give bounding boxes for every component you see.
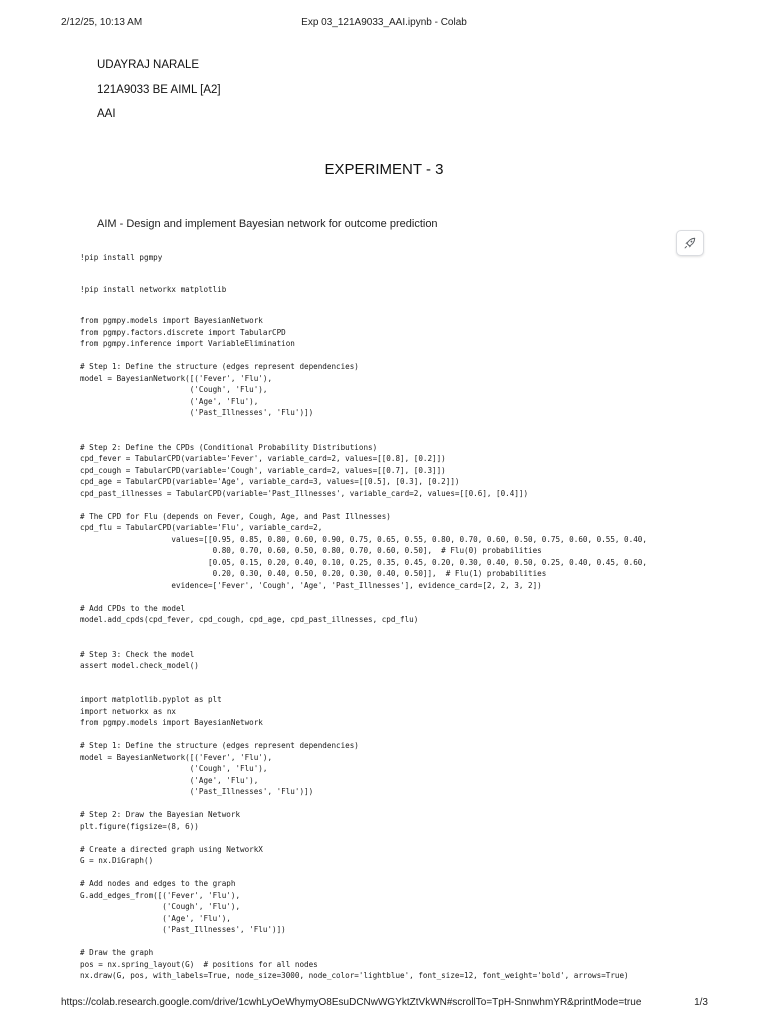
code-line bbox=[80, 637, 728, 649]
code-line: # Step 2: Define the CPDs (Conditional Probability Distributions) bbox=[80, 442, 378, 452]
code-line: model.add_cpds(cpd_fever, cpd_cough, cpd_age, cpd_past_illnesses, cpd_flu) bbox=[80, 615, 419, 624]
code-line: ('Past_Illnesses', 'Flu')]) bbox=[80, 787, 314, 796]
code-line bbox=[80, 626, 728, 638]
code-line bbox=[80, 729, 728, 741]
code-line: cpd_flu = TabularCPD(variable='Flu', variable_card=2, bbox=[80, 523, 323, 532]
code-line: import networkx as nx bbox=[80, 706, 177, 716]
code-line bbox=[80, 936, 728, 948]
code-cell-bayesian-model[interactable] bbox=[80, 315, 728, 672]
code-line: # Add CPDs to the model bbox=[80, 603, 186, 613]
roll-number: 121A9033 BE AIML [A2] bbox=[97, 84, 221, 96]
subject-label: AAI bbox=[97, 108, 116, 120]
code-line: plt.figure(figsize=(8, 6)) bbox=[80, 821, 199, 831]
code-line: G = nx.DiGraph() bbox=[80, 856, 154, 865]
code-line: 0.80, 0.70, 0.60, 0.50, 0.80, 0.70, 0.60, 0.50], # Flu(0) probabilities bbox=[80, 546, 542, 555]
code-line: from pgmpy.inference import VariableElimination bbox=[80, 339, 295, 348]
code-cell-draw-network[interactable] bbox=[80, 694, 728, 982]
code-line: cpd_cough = TabularCPD(variable='Cough', variable_card=2, values=[[0.7], [0.3]]) bbox=[80, 465, 446, 475]
code-line: from pgmpy.models import BayesianNetwork bbox=[80, 718, 263, 727]
code-line: model = BayesianNetwork([('Fever', 'Flu'), bbox=[80, 752, 273, 762]
code-line: cpd_fever = TabularCPD(variable='Fever', variable_card=2, values=[[0.8], [0.2]]) bbox=[80, 454, 446, 463]
aim-statement: AIM - Design and implement Bayesian network for outcome prediction bbox=[97, 218, 438, 230]
code-line bbox=[80, 798, 728, 810]
code-line: [0.05, 0.15, 0.20, 0.40, 0.10, 0.25, 0.35, 0.45, 0.20, 0.30, 0.40, 0.50, 0.25, 0.40, 0.45, 0.60, bbox=[80, 557, 647, 567]
code-line bbox=[80, 430, 728, 442]
code-cell-pip-networkx[interactable] bbox=[80, 284, 728, 296]
code-line: from pgmpy.factors.discrete import TabularCPD bbox=[80, 327, 286, 337]
print-datetime: 2/12/25, 10:13 AM bbox=[61, 17, 143, 28]
code-line: # Step 3: Check the model bbox=[80, 649, 195, 659]
code-line: evidence=['Fever', 'Cough', 'Age', 'Past_Illnesses'], evidence_card=[2, 2, 3, 2]) bbox=[80, 580, 542, 590]
code-line: ('Cough', 'Flu'), bbox=[80, 385, 268, 394]
page-number: 1/3 bbox=[694, 997, 708, 1008]
code-line: nx.draw(G, pos, with_labels=True, node_size=3000, node_color='lightblue', font_size=12, font_weight='bold', arrows=True) bbox=[80, 971, 629, 980]
code-line: ('Past_Illnesses', 'Flu')]) bbox=[80, 408, 314, 417]
code-cell-pip-pgmpy[interactable] bbox=[80, 252, 728, 264]
code-line: cpd_past_illnesses = TabularCPD(variable='Past_Illnesses', variable_card=2, values=[[0.6], [0.4]]) bbox=[80, 488, 529, 498]
code-line: ('Cough', 'Flu'), bbox=[80, 902, 241, 911]
code-line: # Step 1: Define the structure (edges represent dependencies) bbox=[80, 362, 359, 371]
code-line: ('Cough', 'Flu'), bbox=[80, 764, 268, 773]
student-name: UDAYRAJ NARALE bbox=[97, 59, 200, 71]
code-line: # Draw the graph bbox=[80, 948, 154, 957]
code-line: !pip install networkx matplotlib bbox=[80, 285, 227, 294]
code-line: # Step 2: Draw the Bayesian Network bbox=[80, 810, 241, 819]
code-line: values=[[0.95, 0.85, 0.80, 0.60, 0.90, 0.75, 0.65, 0.55, 0.80, 0.70, 0.60, 0.50, 0.75, 0.60, 0.55, 0.40, bbox=[80, 534, 647, 544]
code-line bbox=[80, 867, 728, 879]
code-line: 0.20, 0.30, 0.40, 0.50, 0.20, 0.30, 0.40, 0.50]], # Flu(1) probabilities bbox=[80, 569, 547, 578]
code-line: cpd_age = TabularCPD(variable='Age', variable_card=3, values=[[0.5], [0.3], [0.2]]) bbox=[80, 477, 460, 486]
code-line: ('Age', 'Flu'), bbox=[80, 775, 259, 785]
print-url: https://colab.research.google.com/drive/1cwhLyOeWhymyO8EsuDCNwWGYktZtVkWN#scrollTo=TpH-SnnwhmYR&printMode=true bbox=[61, 997, 642, 1008]
code-line: # Create a directed graph using NetworkX bbox=[80, 844, 263, 854]
code-line: import matplotlib.pyplot as plt bbox=[80, 695, 222, 704]
code-line bbox=[80, 499, 728, 511]
print-page-title: Exp 03_121A9033_AAI.ipynb - Colab bbox=[301, 17, 467, 28]
experiment-title: EXPERIMENT - 3 bbox=[324, 161, 444, 178]
code-line: G.add_edges_from([('Fever', 'Flu'), bbox=[80, 890, 241, 900]
code-line: model = BayesianNetwork([('Fever', 'Flu'), bbox=[80, 373, 273, 383]
code-line: ('Past_Illnesses', 'Flu')]) bbox=[80, 925, 286, 934]
code-line: # Add nodes and edges to the graph bbox=[80, 879, 236, 888]
code-line bbox=[80, 350, 728, 362]
code-line: assert model.check_model() bbox=[80, 661, 199, 670]
code-line: ('Age', 'Flu'), bbox=[80, 913, 231, 923]
code-line bbox=[80, 832, 728, 844]
code-line: pos = nx.spring_layout(G) # positions for all nodes bbox=[80, 959, 318, 969]
code-line bbox=[80, 419, 728, 431]
code-line: # The CPD for Flu (depends on Fever, Cough, Age, and Past Illnesses) bbox=[80, 511, 391, 521]
code-line: !pip install pgmpy bbox=[80, 253, 163, 262]
code-line bbox=[80, 591, 728, 603]
code-line: from pgmpy.models import BayesianNetwork bbox=[80, 316, 263, 325]
code-line: # Step 1: Define the structure (edges represent dependencies) bbox=[80, 741, 359, 750]
code-line: ('Age', 'Flu'), bbox=[80, 396, 259, 406]
rocket-icon bbox=[683, 236, 697, 250]
